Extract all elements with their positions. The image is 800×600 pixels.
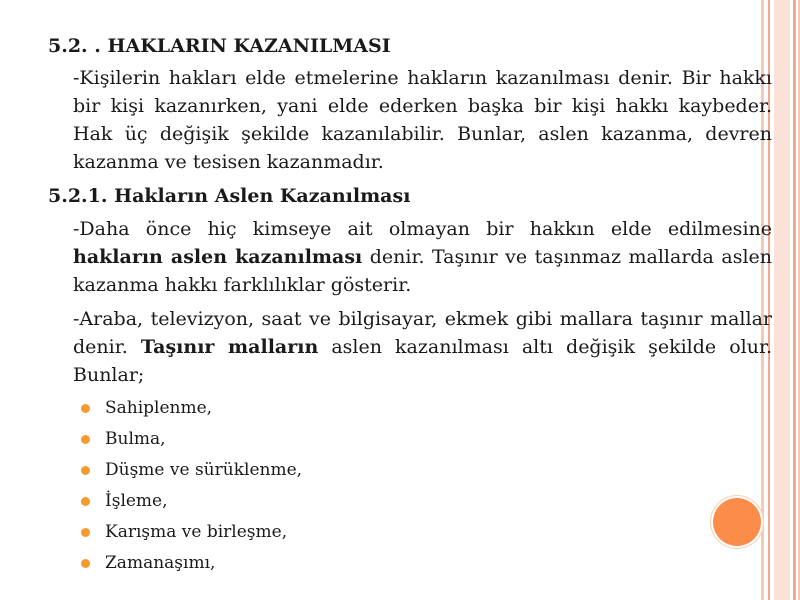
bullet-icon: [81, 435, 90, 444]
stripe: [774, 0, 790, 600]
definition-paragraph: [73, 215, 772, 299]
slide-content: [48, 34, 772, 579]
stripe: [793, 0, 796, 600]
bullet-icon: [81, 404, 90, 413]
list-item: [81, 393, 772, 424]
list-item: [81, 455, 772, 486]
movable-goods-paragraph: [73, 305, 772, 389]
list-item-text: Karışma ve birleşme,: [105, 522, 288, 542]
bullet-icon: [81, 497, 90, 506]
list-item-text: Düşme ve sürüklenme,: [105, 460, 303, 480]
list-item: [81, 424, 772, 455]
text-span: -Daha önce hiç kimseye ait olmayan bir hakkın elde edilmesine: [73, 218, 772, 240]
bullet-icon: [81, 559, 90, 568]
text-span: aslen kazanılması altı değişik şekilde olur. Bunlar;: [73, 336, 773, 386]
list-item-text: Bulma,: [105, 429, 166, 449]
bullet-icon: [81, 466, 90, 475]
list-item-text: İşleme,: [105, 491, 168, 511]
list-item-text: Zamanaşımı,: [105, 553, 216, 573]
text-span: -Araba, televizyon, saat ve bilgisayar, ekmek gibi mallara taşınır mallar denir.: [73, 308, 772, 358]
list-item: [81, 486, 772, 517]
bullet-icon: [81, 528, 90, 537]
text-span: denir. Taşınır ve taşınmaz mallarda aslen kazanma hakkı farklılıklar gösterir.: [73, 246, 772, 296]
list-item: [81, 517, 772, 548]
list-item-text: Sahiplenme,: [105, 398, 213, 418]
main-heading: 5.2. . HAKLARIN KAZANILMASI: [48, 35, 391, 57]
bullet-list: [48, 393, 772, 579]
sub-heading: 5.2.1. Hakların Aslen Kazanılması: [48, 185, 411, 207]
intro-paragraph: -Kişilerin hakları elde etmelerine hakların kazanılması denir. Bir hakkı bir kişi kazanırken, yani elde ederken başka bir kişi hakkı kaybeder. Hak üç değişik şekilde kazanılabilir. Bunlar, aslen kazanma, devren kazanma ve tesisen kazanmadır.: [73, 67, 772, 173]
list-item: [81, 548, 772, 579]
bold-term: Taşınır malların: [140, 336, 319, 358]
bold-term: hakların aslen kazanılması: [73, 246, 363, 268]
